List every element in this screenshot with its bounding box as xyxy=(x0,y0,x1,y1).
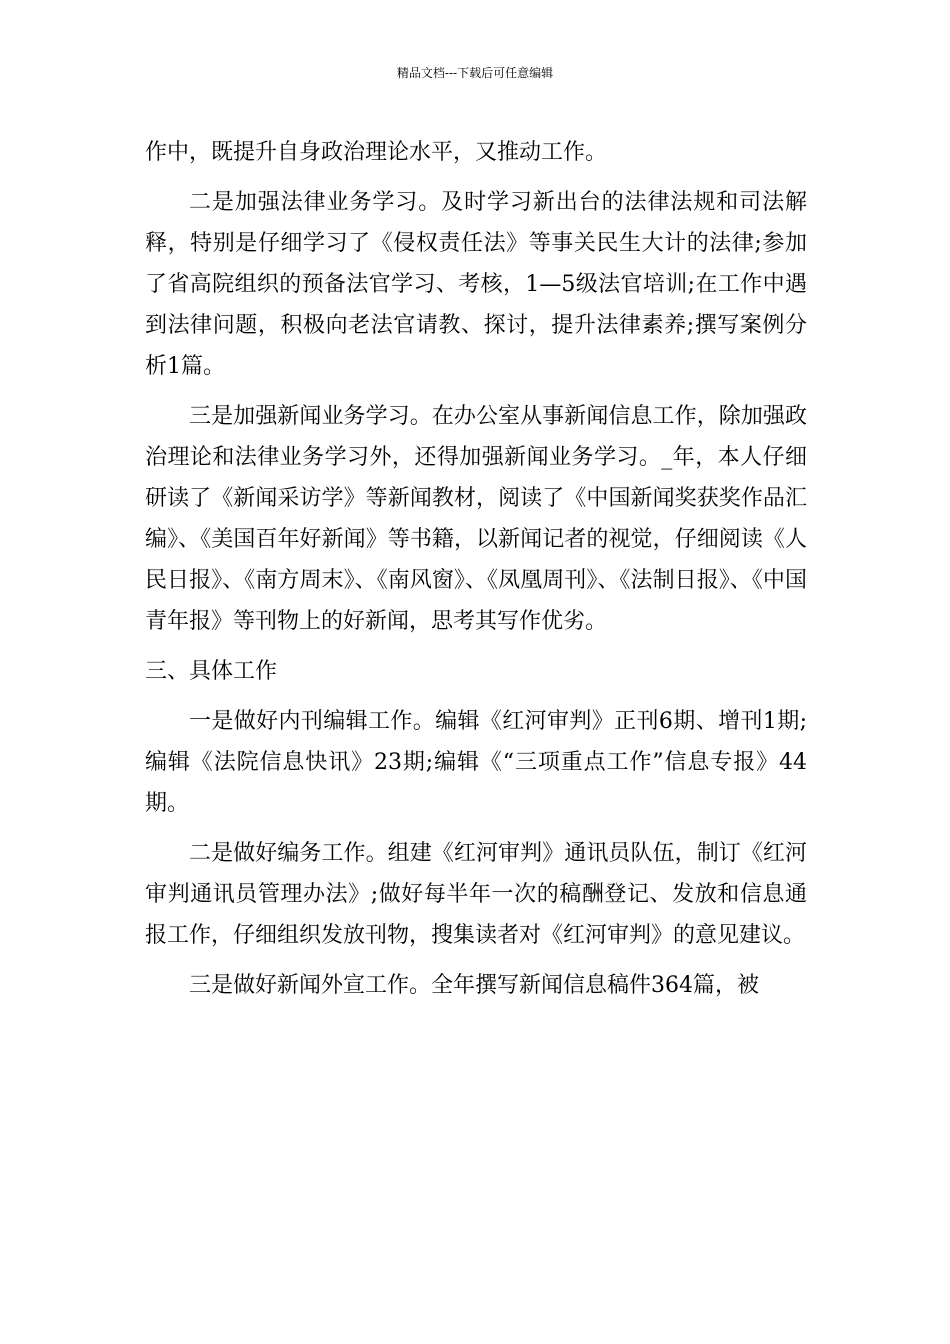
paragraph-continuation: 作中，既提升自身政治理论水平，又推动工作。 xyxy=(145,140,608,165)
paragraph-legal-study: 二是加强法律业务学习。及时学习新出台的法律法规和司法解释，特别是仔细学习了《侵权责任法》等事关民生大计的法律;参加了省高院组织的预备法官学习、考核，1—5级法官培训;在工作中遇到法律问题，积极向老法官请教、探讨，提升法律素养;撰写案例分析1篇。 xyxy=(145,190,807,379)
paragraph-news-study: 三是加强新闻业务学习。在办公室从事新闻信息工作，除加强政治理论和法律业务学习外，还得加强新闻业务学习。_年，本人仔细研读了《新闻采访学》等新闻教材，阅读了《中国新闻奖获奖作品汇编》、《美国百年好新闻》等书籍，以新闻记者的视觉，仔细阅读《人民日报》、《南方周末》、《南风窗》、《凤凰周刊》、《法制日报》、《中国青年报》等刊物上的好新闻，思考其写作优劣。 xyxy=(145,404,807,634)
paragraph-publicity-work: 三是做好新闻外宣工作。全年撰写新闻信息稿件364篇，被 xyxy=(189,973,759,998)
page-header: 精品文档---下载后可任意编辑 xyxy=(396,66,554,80)
paragraph-editorial-affairs: 二是做好编务工作。组建《红河审判》通讯员队伍，制订《红河审判通讯员管理办法》;做好每半年一次的稿酬登记、发放和信息通报工作，仔细组织发放刊物，搜集读者对《红河审判》的意见建议。 xyxy=(145,841,807,948)
section-heading: 三、具体工作 xyxy=(145,659,278,684)
document-body xyxy=(145,132,807,1006)
paragraph-editing-work: 一是做好内刊编辑工作。编辑《红河审判》正刊6期、增刊1期;编辑《法院信息快讯》23期;编辑《“三项重点工作”信息专报》44期。 xyxy=(145,709,807,816)
